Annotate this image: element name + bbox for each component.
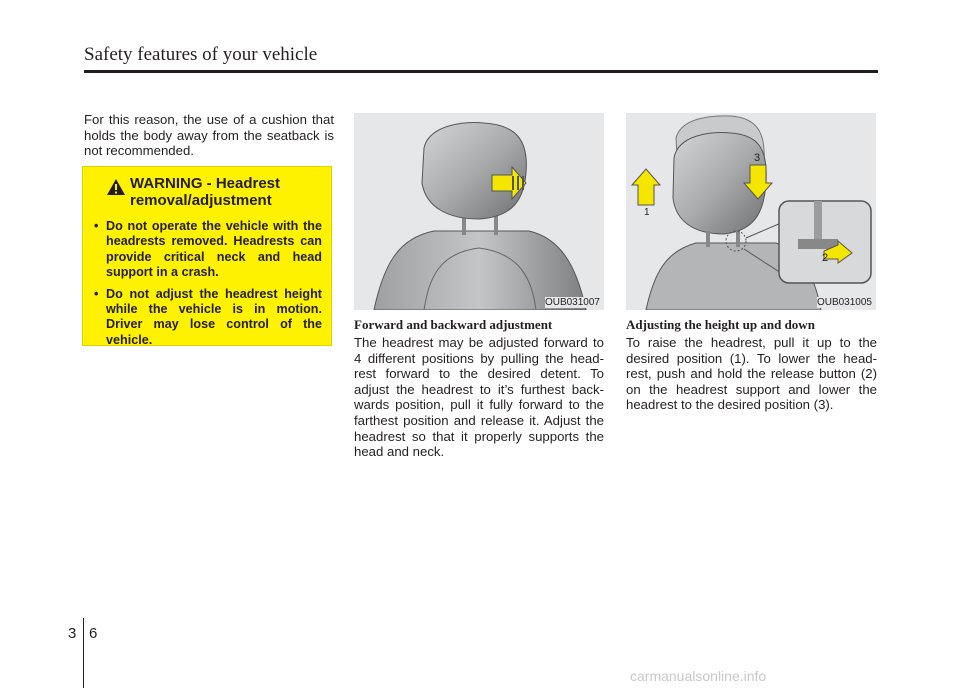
watermark-text: carmanualsonline.info [630, 668, 767, 684]
warning-item: • Do not operate the vehicle with the headrests removed. Headrests can provide critical neck and head support in a crash. [93, 219, 322, 281]
warning-box [82, 166, 332, 346]
figure-forward-adjustment [354, 113, 604, 310]
figure-code: OUB031005 [816, 297, 872, 308]
chapter-number: 3 [68, 625, 77, 642]
section-heading-height: Adjusting the height up and down [626, 317, 815, 332]
intro-paragraph: For this reason, the use of a cushion that holds the body away from the seatback is not recommended. [84, 112, 334, 159]
warning-header [93, 175, 322, 213]
callout-label: 1 [644, 207, 650, 218]
headrest-forward-illustration [354, 113, 604, 310]
warning-list [93, 219, 322, 348]
figure-height-adjustment [626, 113, 876, 310]
callout-label: 2 [822, 252, 829, 264]
header-rule [84, 70, 878, 73]
page-number-rule [83, 618, 84, 688]
section-body-forward-backward: The headrest may be adjusted forward to 4 different positions by pulling the head-rest forward to the desired detent. To adjust the headrest to it’s furthest back-wards position, pull it fully forward to the farthest position and release it. Adjust the headrest so that it properly supports the head and neck. [354, 335, 604, 460]
warning-item: • Do not adjust the headrest height while the vehicle is in motion. Driver may lose control of the vehicle. [93, 287, 322, 349]
callout-label: 3 [754, 152, 761, 164]
warning-title: WARNING - Headrest removal/adjustment [130, 175, 281, 209]
section-body-height: To raise the headrest, pull it up to the desired position (1). To lower the head-rest, push and hold the release button (2) on the headrest support and lower the headrest to the desired position (3). [626, 335, 877, 413]
headrest-height-illustration [626, 113, 876, 310]
page-number: 6 [89, 625, 98, 642]
warning-triangle-icon [106, 178, 126, 196]
section-heading-forward-backward: Forward and backward adjustment [354, 317, 553, 332]
figure-code: OUB031007 [544, 297, 600, 308]
page-header-title: Safety features of your vehicle [84, 44, 318, 65]
